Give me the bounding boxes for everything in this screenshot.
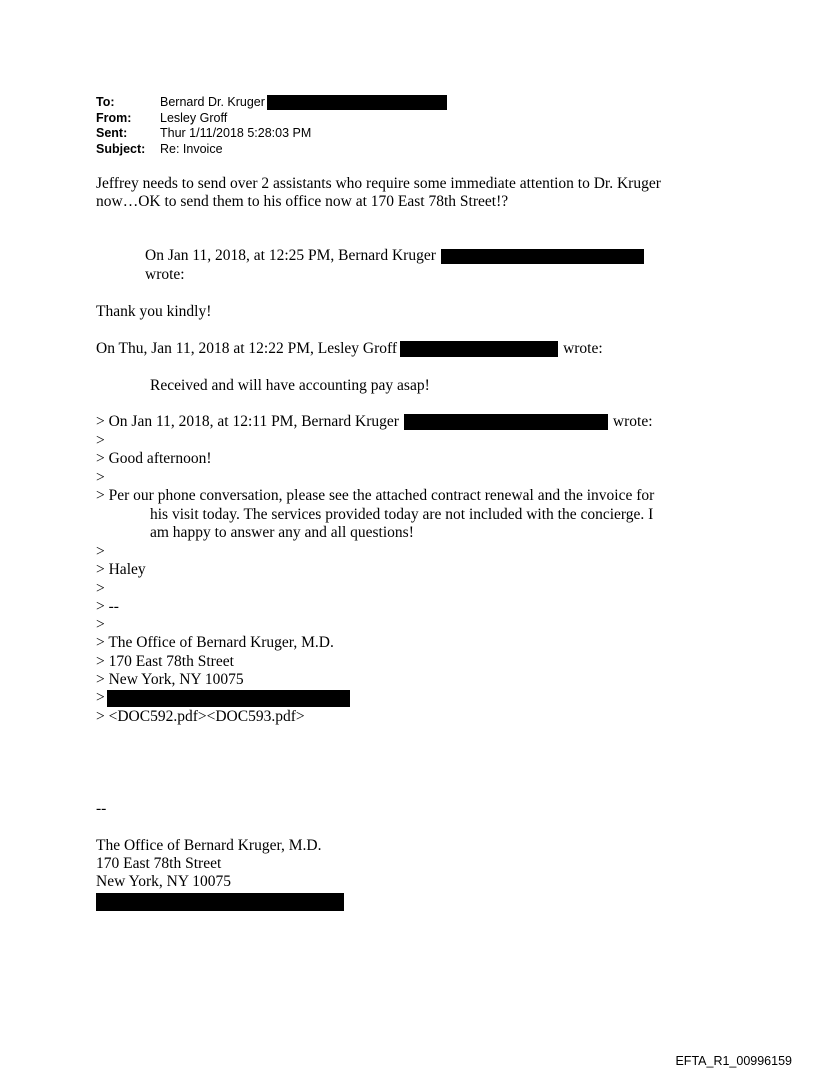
- quote-marker: >: [96, 469, 105, 486]
- signature-dashes: --: [96, 800, 107, 817]
- email-header: [96, 95, 447, 157]
- from-value: Lesley Groff: [160, 110, 228, 125]
- document-id: EFTA_R1_00996159: [675, 1054, 792, 1068]
- subject-row: [96, 142, 447, 158]
- quote3-per-line-1: > Per our phone conversation, please see the attached contract renewal and the invoice for: [96, 487, 655, 504]
- redaction-bar: [267, 95, 447, 110]
- quote3-attachments: > <DOC592.pdf><DOC593.pdf>: [96, 708, 305, 725]
- quote3-redacted-line: [96, 689, 350, 708]
- quote1-line-1: [145, 247, 644, 266]
- quote3-greeting: > Good afternoon!: [96, 450, 212, 467]
- sent-row: [96, 126, 447, 142]
- quote2-wrote: wrote:: [563, 340, 603, 357]
- quote3-intro-line: [96, 413, 653, 432]
- message-line-2: now…OK to send them to his office now at 170 East 78th Street!?: [96, 193, 509, 210]
- signature-office: The Office of Bernard Kruger, M.D.: [96, 837, 322, 854]
- signature-city: New York, NY 10075: [96, 873, 232, 890]
- quote-marker: >: [96, 432, 105, 449]
- quote-marker: >: [96, 543, 105, 560]
- redaction-bar: [404, 414, 608, 430]
- quote-marker: >: [96, 580, 105, 597]
- redaction-bar: [96, 893, 344, 911]
- message-line-1: Jeffrey needs to send over 2 assistants who require some immediate attention to Dr. Kruger: [96, 175, 661, 192]
- from-label: From:: [96, 110, 132, 125]
- quote2-line: [96, 340, 603, 359]
- quote-marker: >: [96, 689, 105, 706]
- quote2-intro: On Thu, Jan 11, 2018 at 12:22 PM, Lesley Groff: [96, 340, 398, 357]
- redaction-bar: [441, 249, 644, 264]
- to-label: To:: [96, 95, 115, 109]
- quote3-haley: > Haley: [96, 561, 146, 578]
- quote3-per-line-3: am happy to answer any and all questions!: [150, 524, 414, 541]
- to-row: [96, 95, 447, 111]
- quote3-street: > 170 East 78th Street: [96, 653, 234, 670]
- sent-value: Thur 1/11/2018 5:28:03 PM: [160, 126, 312, 140]
- to-value: Bernard Dr. Kruger: [160, 95, 265, 109]
- subject-label: Subject:: [96, 141, 146, 156]
- sent-label: Sent:: [96, 126, 128, 140]
- quote3-per-line-2: his visit today. The services provided today are not included with the concierge. I: [150, 506, 654, 523]
- quote2-received: Received and will have accounting pay asap!: [150, 377, 430, 394]
- quote1-wrote: wrote:: [145, 266, 185, 283]
- quote3-office: > The Office of Bernard Kruger, M.D.: [96, 634, 334, 651]
- quote3-dashes: > --: [96, 598, 119, 615]
- quote1-intro: On Jan 11, 2018, at 12:25 PM, Bernard Kruger: [145, 247, 436, 264]
- signature-street: 170 East 78th Street: [96, 855, 222, 872]
- quote-marker: >: [96, 616, 105, 633]
- redaction-bar: [400, 341, 558, 357]
- quote3-wrote: wrote:: [612, 413, 653, 430]
- from-row: [96, 111, 447, 127]
- quote3-intro: > On Jan 11, 2018, at 12:11 PM, Bernard Kruger: [96, 413, 399, 430]
- redaction-bar: [107, 690, 350, 707]
- quote3-city: > New York, NY 10075: [96, 671, 244, 688]
- subject-value: Re: Invoice: [160, 141, 223, 156]
- thanks-line: Thank you kindly!: [96, 303, 212, 320]
